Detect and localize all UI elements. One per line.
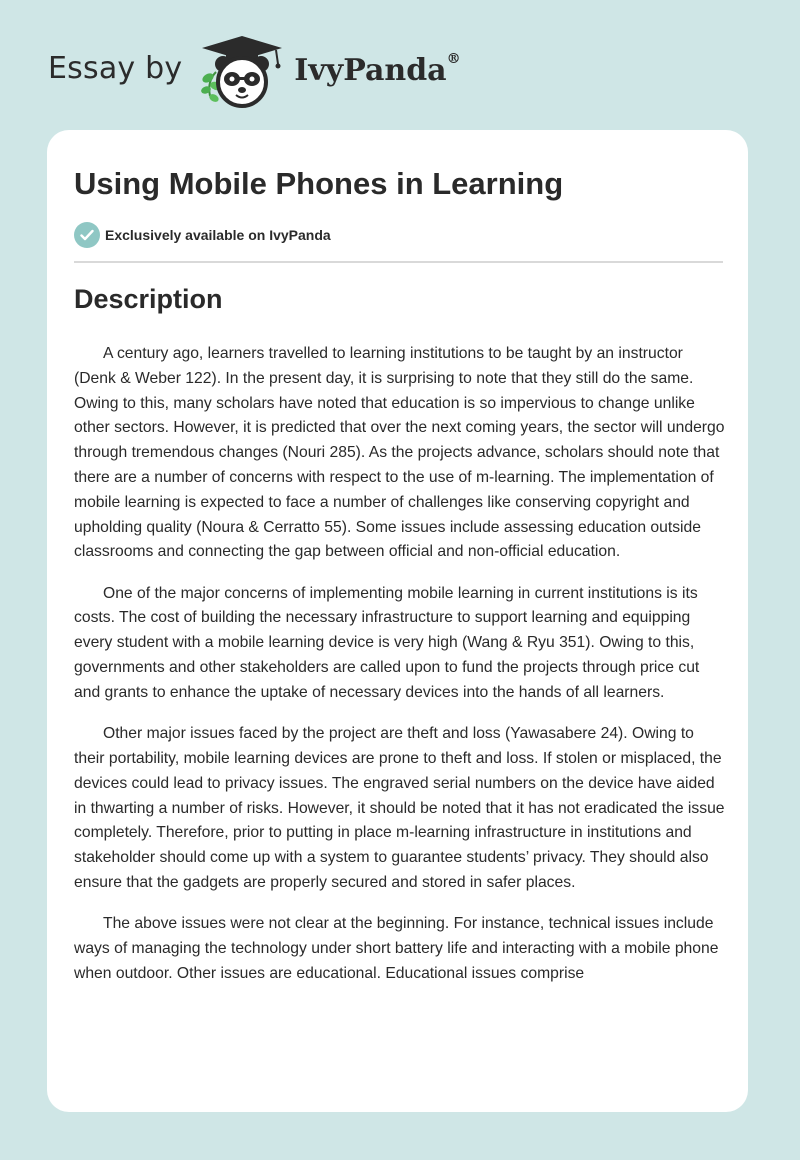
essay-body bbox=[74, 342, 726, 1003]
exclusive-badge bbox=[74, 222, 331, 248]
check-circle-icon bbox=[74, 222, 100, 248]
divider bbox=[74, 261, 723, 263]
registered-mark: ® bbox=[446, 50, 461, 67]
page-title: Using Mobile Phones in Learning bbox=[74, 166, 564, 201]
essay-card bbox=[47, 130, 748, 1112]
panda-logo-icon[interactable] bbox=[196, 34, 288, 110]
paragraph: One of the major concerns of implementing mobile learning in current institutions is its costs. The cost of building the necessary infrastructure to support learning and equipping every student with a mobile learning device is very high (Wang & Ryu 351). Owing to this, governments and other stakeholders are called upon to fund the projects through price cut and grants to enhance the uptake of necessary devices into the hands of all learners. bbox=[74, 584, 700, 701]
site-header bbox=[48, 34, 461, 110]
paragraph: A century ago, learners travelled to learning institutions to be taught by an instructor (Denk & Weber 122). In the present day, it is surprising to note that they still do the same. Owing to this, many scholars have noted that education is so impervious to change unlike other sectors. However, it is predicted that over the next coming years, the sector will undergo through tremendous changes (Nouri 285). As the projects advance, scholars should note that there are a number of concerns with respect to the use of m-learning. The implementation of mobile learning is expected to face a number of challenges like conserving copyright and upholding quality (Noura & Cerratto 55). Some issues include assessing education outside classrooms and connecting the gap between official and non-official education. bbox=[74, 345, 725, 561]
brand-text: IvyPanda bbox=[294, 52, 447, 88]
paragraph: The above issues were not clear at the beginning. For instance, technical issues include ways of managing the technology under short battery life and interacting with a mobile phone when outdoor. Other issues are educational. Educational issues comprise bbox=[74, 915, 719, 982]
exclusive-badge-label: Exclusively available on IvyPanda bbox=[105, 227, 331, 243]
brand-name[interactable] bbox=[294, 50, 461, 88]
essay-by-label: Essay by bbox=[48, 50, 183, 86]
section-title: Description bbox=[74, 284, 223, 314]
paragraph: Other major issues faced by the project are theft and loss (Yawasabere 24). Owing to their portability, mobile learning devices are prone to theft and loss. If stolen or misplaced, the devices could lead to privacy issues. The engraved serial numbers on the device have aided in thwarting a number of risks. However, it should be noted that it has not eradicated the issue completely. Therefore, prior to putting in place m-learning infrastructure in institutions and stakeholder should come up with a system to guarantee students’ privacy. They should also ensure that the gadgets are properly secured and stored in safer places. bbox=[74, 725, 725, 891]
